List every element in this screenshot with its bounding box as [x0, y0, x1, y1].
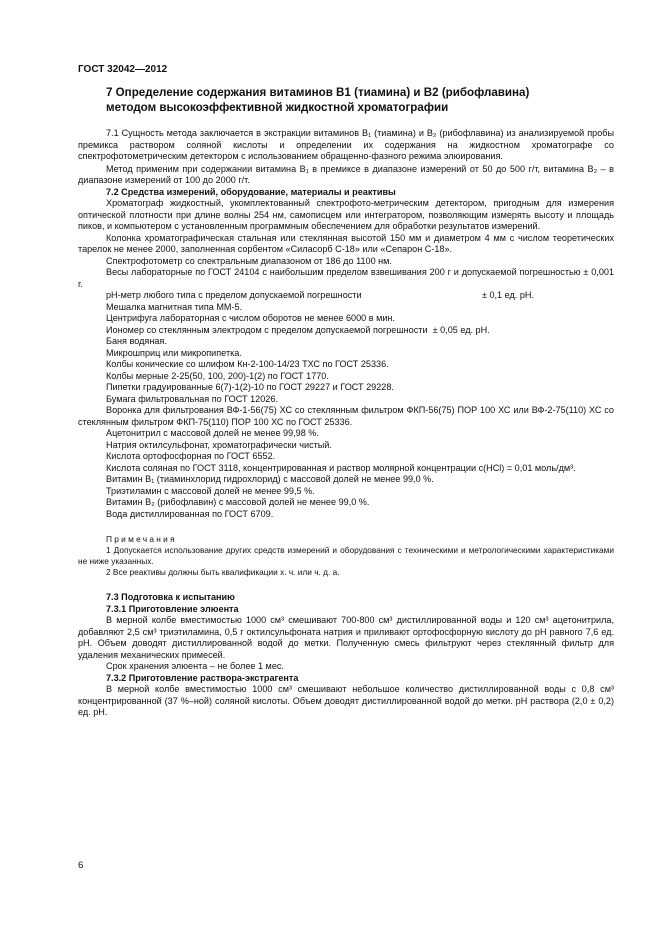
note-2: 2 Все реактивы должны быть квалификации х. ч. или ч. д. а. [106, 567, 340, 577]
equipment-item: Весы лабораторные по ГОСТ 24104 с наибольшим пределом взвешивания 200 г и допускаемой погрешностью ± 0,001 г. [78, 267, 614, 289]
heading-7-2: 7.2 Средства измерений, оборудование, материалы и реактивы [106, 186, 396, 197]
equipment-item: Ацетонитрил с массовой долей не менее 99,98 %. [106, 428, 319, 438]
equipment-item: Хроматограф жидкостный, укомплектованный спектрофото-метрическим детектором, пригодным для измерения оптической плотности при длине волны 254 нм, самописцем или интегратором, позволяющим измерять высоту и площадь пиков, и компьютером с установленным программным обеспечением для обработки результатов измерений. [78, 198, 614, 231]
paragraph-7-1: 7.1 Сущность метода заключается в экстракции витаминов В₁ (тиамина) и В₂ (рибофлавина) из анализируемой пробы премикса раствором соляной кислоты и определении их содержания на жидкостном хроматографе со спектрофотометрическим детектором с использованием обращенно-фазного режима элюирования. [78, 128, 614, 161]
page-number: 6 [78, 860, 84, 871]
ph-meter-value: ± 0,1 ед. рН. [481, 290, 534, 300]
paragraph-extractant: В мерной колбе вместимостью 1000 см³ смешивают небольшое количество дистиллированной воды с 0,8 см³ концентрированной (37 %–ной) соляной кислоты. Объем доводят дистиллированной водой до метки. рН раствора (2,0 ± 0,2) ед. рН. [78, 684, 614, 717]
equipment-item: Колбы мерные 2-25(50, 100, 200)-1(2) по ГОСТ 1770. [106, 370, 329, 381]
equipment-item: Колбы конические со шлифом Кн-2-100-14/23 ТХС по ГОСТ 25336. [106, 359, 389, 369]
section-title [106, 85, 616, 115]
heading-7-3-1: 7.3.1 Приготовление элюента [106, 603, 239, 614]
equipment-item: Натрия октилсульфонат, хроматографически чистый. [106, 439, 332, 450]
note-1: 1 Допускается использование других средств измерений и оборудования с техническими и метрологическими характеристиками не ниже указанных. [78, 545, 614, 566]
paragraph-eluent: В мерной колбе вместимостью 1000 см³ смешивают 700-800 см³ дистиллированной воды и 120 см³ ацетонитрила, добавляют 2,5 см³ триэтиламина, 0,5 г октилсульфоната натрия и приливают ортофосфорную кислоту до рН равного 7,6 ед. рН. Объем доводят дистиллированной водой до метки. Полученную смесь фильтруют через стеклянный фильтр для удаления механических примесей. [78, 615, 614, 660]
ionomer-value: ± 0,05 ед. рН. [432, 324, 490, 335]
ionomer-item [78, 325, 614, 337]
paragraph-range: Метод применим при содержании витамина В₁ в премиксе в диапазоне измерений от 50 до 500 г/т, витамина В₂ – в диапазоне измерений от 100 до 2000 г/т. [78, 163, 614, 185]
equipment-item: Мешалка магнитная типа ММ-5. [106, 301, 243, 312]
title-line-2: методом высокоэффективной жидкостной хроматографии [106, 101, 449, 114]
paragraph-storage: Срок хранения элюента – не более 1 мес. [106, 661, 284, 671]
equipment-item: Кислота ортофосфорная по ГОСТ 6552. [106, 451, 276, 461]
equipment-item: Воронка для фильтрования ВФ-1-56(75) ХС со стеклянным фильтром ФКП-56(75) ПОР 100 ХС или ВФ-2-75(110) ХС со стеклянным фильтром ФКП-75(110) ПОР 100 ХС по ГОСТ 25336. [78, 405, 614, 427]
title-line-1: 7 Определение содержания витаминов В1 (тиамина) и В2 (рибофлавина) [106, 86, 530, 99]
equipment-item: Колонка хроматографическая стальная или стеклянная высотой 150 мм и диаметром 4 мм с числом теоретических тарелок не менее 2000, заполненная сорбентом «Силасорб С-18» или «Сепарон С-18». [78, 232, 614, 254]
equipment-item: Триэтиламин с массовой долей не менее 99,5 %. [106, 485, 315, 496]
standard-header: ГОСТ 32042—2012 [78, 64, 168, 75]
ionomer-label: Иономер со стеклянным электродом с пределом допускаемой погрешности [106, 324, 428, 335]
equipment-item: Центрифуга лабораторная с числом оборотов не менее 6000 в мин. [106, 313, 395, 323]
heading-7-3: 7.3 Подготовка к испытанию [106, 592, 235, 602]
document-body [78, 128, 614, 719]
equipment-item: Пипетки градуированные 6(7)-1(2)-10 по ГОСТ 29227 и ГОСТ 29228. [106, 382, 394, 392]
equipment-item: Вода дистиллированная по ГОСТ 6709. [106, 508, 274, 519]
equipment-item: Витамин В₁ (тиаминхлорид гидрохлорид) с массовой долей не менее 99,0 %. [106, 474, 434, 484]
equipment-item: Бумага фильтровальная по ГОСТ 12026. [106, 393, 278, 404]
section-7-3 [78, 592, 614, 719]
heading-7-3-2: 7.3.2 Приготовление раствора-экстрагента [106, 672, 299, 683]
equipment-item: Кислота соляная по ГОСТ 3118, концентрированная и раствор молярной концентрации с(НСl) = 0,01 моль/дм³. [106, 462, 576, 473]
equipment-item: Спектрофотометр со спектральным диапазоном от 186 до 1100 нм. [106, 255, 392, 266]
notes-block [78, 534, 614, 578]
equipment-item: Микрошприц или микропипетка. [106, 347, 242, 358]
ph-meter-item [78, 290, 614, 302]
ph-meter-label: рН-метр любого типа с пределом допускаемой погрешности [106, 290, 362, 300]
notes-title: Примечания [106, 534, 177, 544]
equipment-item: Баня водяная. [106, 336, 167, 346]
equipment-item: Витамин В₂ (рибофлавин) с массовой долей не менее 99,0 %. [106, 497, 370, 507]
